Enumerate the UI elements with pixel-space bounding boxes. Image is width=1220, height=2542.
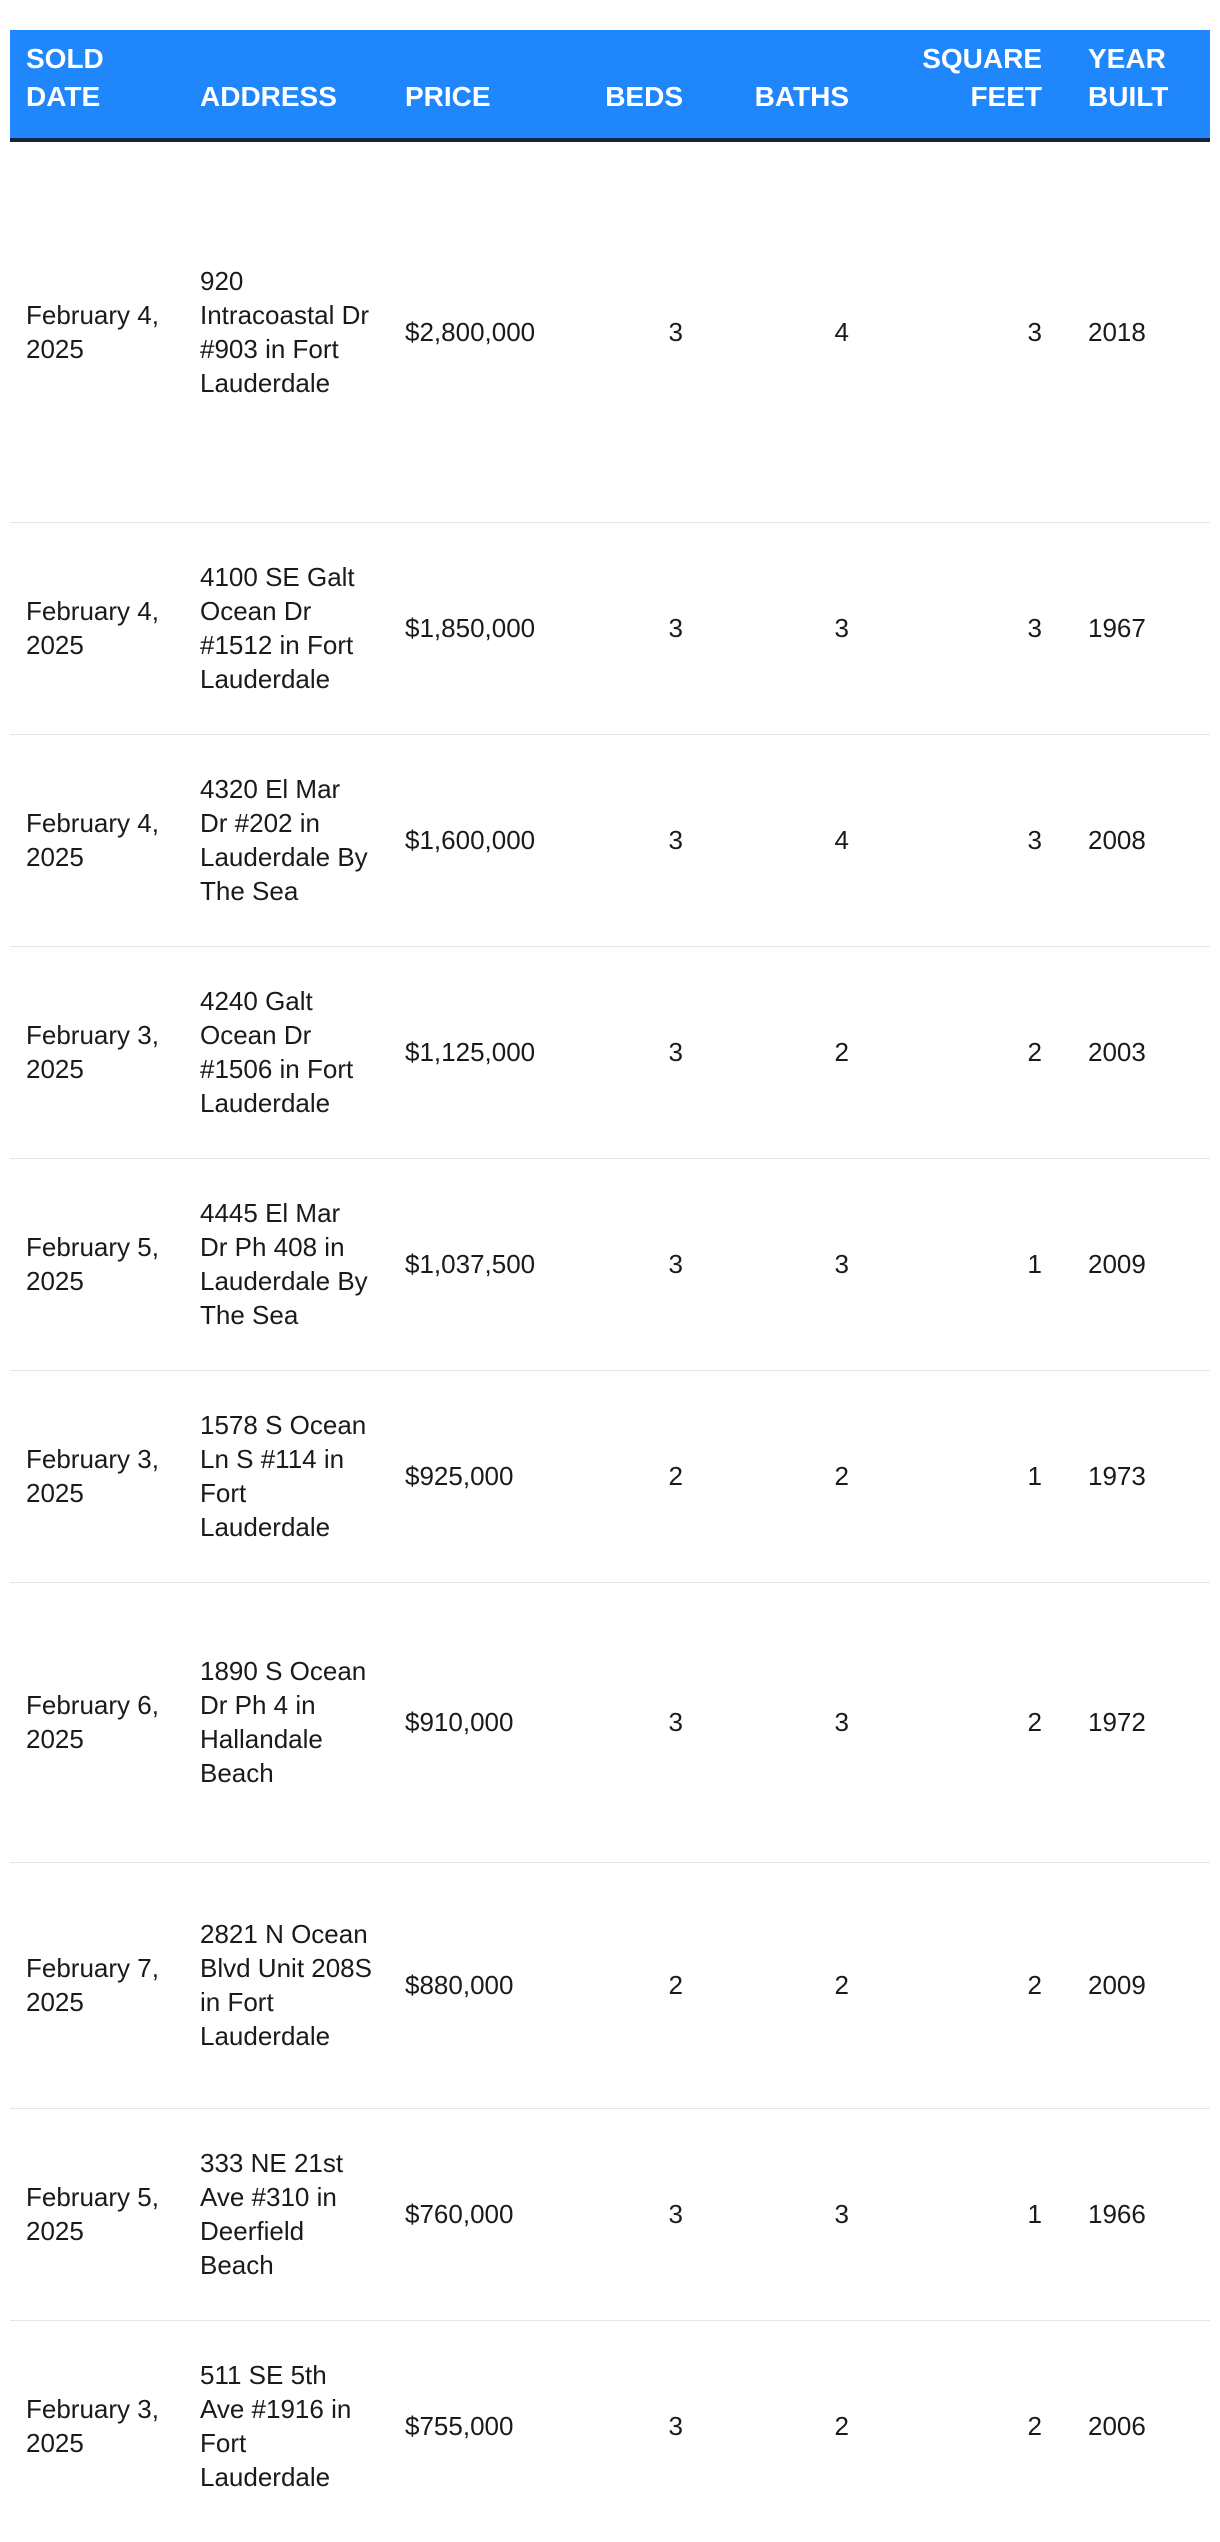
table-row[interactable] [10, 1582, 1210, 1862]
cell-baths: 4 [699, 140, 865, 522]
cell-price: $1,600,000 [389, 734, 564, 946]
cell-address: 1890 S Ocean Dr Ph 4 in Hallandale Beach [184, 1582, 389, 1862]
cell-square-feet: 3 [865, 734, 1058, 946]
cell-beds: 3 [564, 1582, 699, 1862]
cell-beds: 3 [564, 1158, 699, 1370]
cell-square-feet: 2 [865, 1862, 1058, 2108]
table-row[interactable] [10, 946, 1210, 1158]
cell-price: $2,800,000 [389, 140, 564, 522]
cell-baths: 2 [699, 1370, 865, 1582]
cell-sold-date: February 6, 2025 [10, 1582, 184, 1862]
cell-baths: 2 [699, 1862, 865, 2108]
header-year-built[interactable]: YEAR BUILT [1088, 43, 1169, 112]
cell-baths: 3 [699, 522, 865, 734]
cell-address: 920 Intracoastal Dr #903 in Fort Lauderdale [184, 140, 389, 522]
header-sold-date[interactable]: SOLD DATE [26, 43, 104, 112]
table-row[interactable] [10, 1158, 1210, 1370]
cell-year-built: 2009 [1058, 1158, 1210, 1370]
cell-sold-date: February 7, 2025 [10, 1862, 184, 2108]
header-price[interactable]: PRICE [405, 81, 491, 112]
cell-price: $755,000 [405, 2411, 514, 2442]
cell-sold-date: February 3, 2025 [10, 1370, 184, 1582]
cell-square-feet: 2 [1027, 2411, 1042, 2442]
table-row[interactable] [10, 2108, 1210, 2320]
cell-beds: 3 [564, 734, 699, 946]
cell-year-built: 2009 [1058, 1862, 1210, 2108]
table-body [10, 140, 1210, 2532]
cell-year-built: 1966 [1058, 2108, 1210, 2320]
table-row[interactable] [10, 734, 1210, 946]
cell-price: $925,000 [389, 1370, 564, 1582]
cell-year-built: 1973 [1058, 1370, 1210, 1582]
cell-beds: 3 [564, 140, 699, 522]
cell-square-feet: 1 [865, 2108, 1058, 2320]
cell-sold-date: February 5, 2025 [10, 2108, 184, 2320]
cell-beds: 3 [564, 522, 699, 734]
cell-year-built: 2006 [1088, 2411, 1146, 2442]
cell-sold-date: February 4, 2025 [10, 140, 184, 522]
cell-square-feet: 2 [865, 1582, 1058, 1862]
cell-year-built: 2008 [1058, 734, 1210, 946]
cell-price: $880,000 [389, 1862, 564, 2108]
header-beds[interactable]: BEDS [605, 81, 683, 112]
table-row[interactable] [10, 140, 1210, 522]
header-square-feet[interactable]: SQUARE FEET [922, 43, 1042, 112]
cell-square-feet: 2 [865, 946, 1058, 1158]
cell-sold-date: February 3, 2025 [10, 946, 184, 1158]
table-row[interactable] [10, 2320, 1210, 2532]
cell-price: $760,000 [389, 2108, 564, 2320]
cell-baths: 3 [699, 1158, 865, 1370]
cell-year-built: 2018 [1058, 140, 1210, 522]
cell-baths: 4 [699, 734, 865, 946]
cell-price: $1,037,500 [389, 1158, 564, 1370]
cell-year-built: 1972 [1058, 1582, 1210, 1862]
cell-address: 4240 Galt Ocean Dr #1506 in Fort Lauderdale [184, 946, 389, 1158]
table-header [10, 30, 1210, 140]
cell-beds: 2 [564, 1370, 699, 1582]
cell-address: 1578 S Ocean Ln S #114 in Fort Lauderdale [184, 1370, 389, 1582]
cell-square-feet: 1 [865, 1158, 1058, 1370]
cell-baths: 3 [699, 2108, 865, 2320]
table-row[interactable] [10, 1862, 1210, 2108]
cell-address: 2821 N Ocean Blvd Unit 208S in Fort Lauderdale [184, 1862, 389, 2108]
header-row [10, 30, 1210, 140]
cell-sold-date: February 4, 2025 [10, 734, 184, 946]
cell-beds: 2 [564, 1862, 699, 2108]
cell-address: 4100 SE Galt Ocean Dr #1512 in Fort Lauderdale [184, 522, 389, 734]
cell-address: 4445 El Mar Dr Ph 408 in Lauderdale By The Sea [184, 1158, 389, 1370]
cell-square-feet: 1 [865, 1370, 1058, 1582]
cell-square-feet: 3 [865, 140, 1058, 522]
cell-beds: 3 [564, 946, 699, 1158]
cell-baths: 2 [834, 2411, 849, 2442]
cell-address: 511 SE 5th Ave #1916 in Fort Lauderdale [200, 2360, 352, 2493]
cell-address: 4320 El Mar Dr #202 in Lauderdale By The Sea [184, 734, 389, 946]
cell-baths: 3 [699, 1582, 865, 1862]
table-row[interactable] [10, 1370, 1210, 1582]
cell-square-feet: 3 [865, 522, 1058, 734]
cell-baths: 2 [699, 946, 865, 1158]
cell-year-built: 1967 [1058, 522, 1210, 734]
header-baths[interactable]: BATHS [754, 81, 849, 112]
cell-address: 333 NE 21st Ave #310 in Deerfield Beach [184, 2108, 389, 2320]
cell-price: $1,850,000 [389, 522, 564, 734]
cell-year-built: 2003 [1058, 946, 1210, 1158]
cell-sold-date: February 5, 2025 [10, 1158, 184, 1370]
cell-beds: 3 [564, 2108, 699, 2320]
cell-price: $910,000 [389, 1582, 564, 1862]
cell-price: $1,125,000 [389, 946, 564, 1158]
cell-sold-date: February 4, 2025 [10, 522, 184, 734]
table-row[interactable] [10, 522, 1210, 734]
sold-listings-table [10, 30, 1210, 2532]
sold-listings-table-wrapper [10, 30, 1210, 2532]
cell-sold-date: February 3, 2025 [26, 2394, 159, 2459]
header-address[interactable]: ADDRESS [200, 81, 337, 112]
cell-beds: 3 [668, 2411, 683, 2442]
